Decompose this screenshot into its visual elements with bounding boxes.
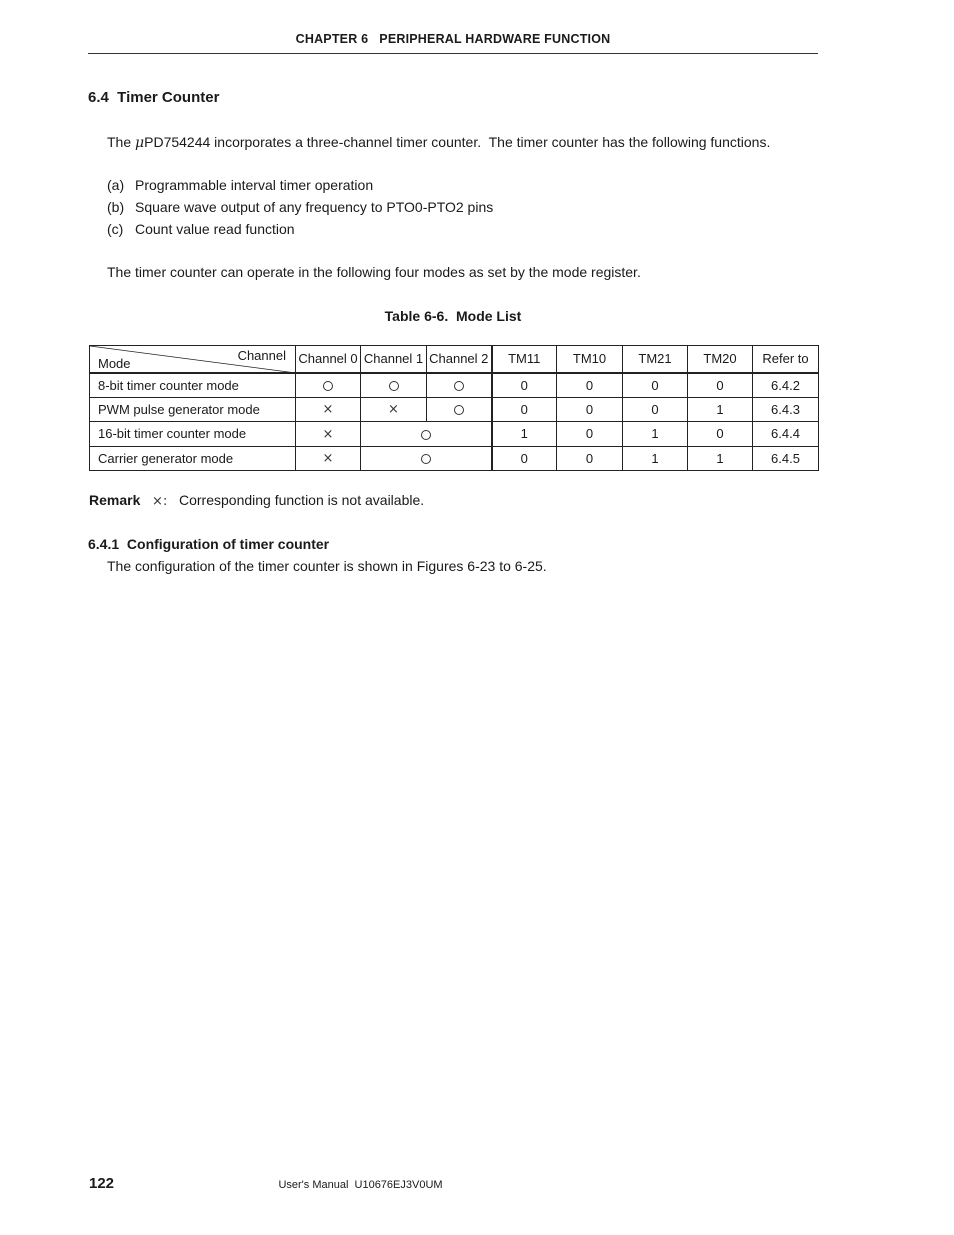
- tm21-value: 0: [623, 373, 688, 398]
- header-tm21: TM21: [623, 346, 688, 373]
- remark-label: Remark: [89, 492, 141, 508]
- unavailable-cross-icon: ×: [322, 451, 334, 467]
- header-channel-2: Channel 2: [427, 346, 492, 373]
- page-number: 122: [89, 1175, 115, 1192]
- section-title: 6.4 Timer Counter: [88, 89, 220, 106]
- tm20-value: 0: [688, 422, 753, 447]
- channel-1-cell: [361, 373, 427, 398]
- table-row: [90, 446, 819, 471]
- function-item-b: [107, 199, 493, 215]
- header-divider: [88, 53, 818, 54]
- channel-1-2-cell: [361, 422, 492, 447]
- table-row: [90, 373, 819, 398]
- available-circle-icon: [323, 381, 333, 391]
- header-channel-1: Channel 1: [361, 346, 427, 373]
- chapter-header: CHAPTER 6 PERIPHERAL HARDWARE FUNCTION: [295, 32, 611, 46]
- intro-text-after: PD754244 incorporates a three-channel timer counter. The timer counter has the following functions.: [144, 134, 771, 150]
- table-row: [90, 422, 819, 447]
- refer-to-value: 6.4.5: [753, 446, 819, 471]
- unavailable-cross-icon: ×: [322, 402, 334, 418]
- header-tm10: TM10: [557, 346, 623, 373]
- tm20-value: 1: [688, 446, 753, 471]
- available-circle-icon: [454, 405, 464, 415]
- tm10-value: 0: [557, 397, 623, 422]
- function-text: Square wave output of any frequency to PTO0-PTO2 pins: [135, 199, 494, 215]
- mode-list-table: [89, 345, 819, 471]
- modes-paragraph: The timer counter can operate in the following four modes as set by the mode register.: [107, 264, 641, 280]
- table-row: [90, 397, 819, 422]
- channel-2-cell: [427, 397, 492, 422]
- function-item-a: [107, 177, 373, 193]
- function-label: (b): [107, 199, 125, 215]
- remark-text: Corresponding function is not available.: [179, 492, 425, 508]
- unavailable-cross-icon: ×: [388, 402, 399, 418]
- corner-channel-label: Channel: [237, 348, 286, 363]
- intro-text-before: The: [107, 134, 136, 150]
- subsection-text: The configuration of the timer counter is shown in Figures 6-23 to 6-25.: [107, 558, 547, 574]
- table-header-row: [90, 346, 819, 373]
- intro-paragraph: [107, 134, 770, 151]
- tm11-value: 0: [492, 397, 557, 422]
- manual-id: User's Manual U10676EJ3V0UM: [278, 1179, 443, 1191]
- refer-to-value: 6.4.4: [753, 422, 819, 447]
- header-channel-0: Channel 0: [296, 346, 361, 373]
- header-tm20: TM20: [688, 346, 753, 373]
- tm20-value: 1: [688, 397, 753, 422]
- mode-name: Carrier generator mode: [90, 446, 296, 471]
- channel-0-cell: [296, 397, 361, 422]
- tm10-value: 0: [557, 373, 623, 398]
- tm21-value: 1: [623, 446, 688, 471]
- header-tm11: TM11: [492, 346, 557, 373]
- function-text: Count value read function: [135, 221, 295, 237]
- available-circle-icon: [389, 381, 399, 391]
- mode-name: 8-bit timer counter mode: [90, 373, 296, 398]
- channel-1-2-cell: [361, 446, 492, 471]
- channel-0-cell: [296, 422, 361, 447]
- mode-name: PWM pulse generator mode: [90, 397, 296, 422]
- table-caption: Table 6-6. Mode List: [384, 308, 522, 324]
- tm21-value: 0: [623, 397, 688, 422]
- available-circle-icon: [454, 381, 464, 391]
- header-refer-to: Refer to: [753, 346, 819, 373]
- function-text: Programmable interval timer operation: [135, 177, 374, 193]
- subsection-title: 6.4.1 Configuration of timer counter: [88, 536, 330, 552]
- tm11-value: 0: [492, 373, 557, 398]
- tm21-value: 1: [623, 422, 688, 447]
- tm10-value: 0: [557, 446, 623, 471]
- function-label: (c): [107, 221, 124, 237]
- tm10-value: 0: [557, 422, 623, 447]
- tm11-value: 0: [492, 446, 557, 471]
- available-circle-icon: [421, 454, 431, 464]
- function-label: (a): [107, 177, 125, 193]
- mu-symbol: μ: [135, 135, 145, 151]
- channel-0-cell: [296, 446, 361, 471]
- channel-0-cell: [296, 373, 361, 398]
- channel-1-cell: [361, 397, 427, 422]
- corner-cell: [90, 346, 296, 373]
- refer-to-value: 6.4.2: [753, 373, 819, 398]
- remark-cross-icon: ×:: [152, 494, 168, 509]
- unavailable-cross-icon: ×: [322, 426, 334, 442]
- tm11-value: 1: [492, 422, 557, 447]
- refer-to-value: 6.4.3: [753, 397, 819, 422]
- tm20-value: 0: [688, 373, 753, 398]
- remark-note: [89, 492, 424, 509]
- available-circle-icon: [421, 430, 431, 440]
- channel-2-cell: [427, 373, 492, 398]
- function-item-c: [107, 221, 295, 237]
- mode-name: 16-bit timer counter mode: [90, 422, 296, 447]
- corner-mode-label: Mode: [98, 355, 131, 371]
